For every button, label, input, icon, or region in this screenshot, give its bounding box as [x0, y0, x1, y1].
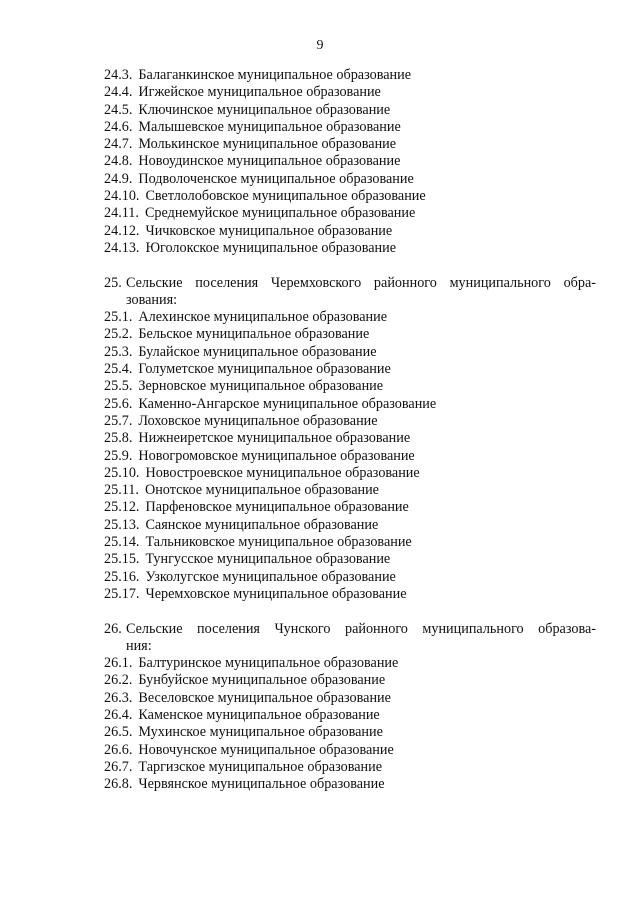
item-number: 24.10.: [104, 188, 140, 205]
list-item: [104, 188, 596, 205]
item-text: Новочунское муниципальное образование: [138, 741, 394, 758]
item-text: Каменское муниципальное образование: [138, 706, 380, 723]
item-text: Среднемуйское муниципальное образование: [144, 205, 416, 222]
paragraph-gap: [104, 257, 596, 274]
item-number: 25.13.: [104, 516, 140, 533]
item-number: 24.11.: [104, 205, 139, 222]
section-title-line-1: Сельские поселения Чунского районного муниципального образова-: [126, 620, 596, 637]
list-item: [104, 707, 596, 724]
list-item: [104, 586, 596, 603]
item-number: 24.9.: [104, 170, 133, 187]
item-number: 26.1.: [104, 655, 133, 672]
section-title-line-2: ния:: [126, 637, 152, 654]
item-text: Каменно-Ангарское муниципальное образование: [138, 395, 437, 412]
item-text: Алехинское муниципальное образование: [138, 309, 387, 326]
list-item: [104, 776, 596, 793]
list-item: [104, 551, 596, 568]
item-text: Червянское муниципальное образование: [138, 776, 385, 793]
list-item: [104, 396, 596, 413]
item-text: Тунгусское муниципальное образование: [145, 551, 391, 568]
list-section-25: [104, 309, 596, 603]
item-number: 25.6.: [104, 395, 133, 412]
item-number: 26.6.: [104, 741, 133, 758]
item-text: Светлолобовское муниципальное образование: [145, 188, 426, 205]
item-number: 24.12.: [104, 222, 140, 239]
list-item: [104, 240, 596, 257]
item-number: 25.15.: [104, 551, 140, 568]
list-item: [104, 67, 596, 84]
section-title-line-2: зования:: [126, 291, 178, 308]
list-item: [104, 153, 596, 170]
list-item: [104, 482, 596, 499]
item-number: 25.12.: [104, 499, 140, 516]
list-item: [104, 517, 596, 534]
list-item: [104, 742, 596, 759]
item-number: 25.2.: [104, 326, 133, 343]
item-text: Булайское муниципальное образование: [138, 343, 377, 360]
item-number: 24.6.: [104, 118, 133, 135]
item-text: Мухинское муниципальное образование: [138, 724, 383, 741]
item-text: Новогромовское муниципальное образование: [138, 447, 415, 464]
list-item: [104, 569, 596, 586]
list-item: [104, 534, 596, 551]
section-number: 25.: [104, 274, 122, 291]
item-text: Тальниковское муниципальное образование: [145, 534, 412, 551]
item-number: 25.17.: [104, 585, 140, 602]
item-number: 25.4.: [104, 361, 133, 378]
list-item: [104, 430, 596, 447]
item-text: Нижнеиретское муниципальное образование: [138, 430, 411, 447]
item-text: Таргизское муниципальное образование: [138, 758, 382, 775]
list-section-24: [104, 67, 596, 257]
paragraph-gap: [104, 603, 596, 620]
list-item: [104, 326, 596, 343]
list-item: [104, 205, 596, 222]
item-number: 24.13.: [104, 239, 140, 256]
list-item: [104, 84, 596, 101]
item-text: Голуметское муниципальное образование: [138, 361, 391, 378]
list-item: [104, 344, 596, 361]
section-heading-26: [104, 621, 596, 656]
item-number: 24.4.: [104, 84, 133, 101]
list-item: [104, 136, 596, 153]
item-number: 25.3.: [104, 343, 133, 360]
item-text: Бельское муниципальное образование: [138, 326, 370, 343]
item-text: Онотское муниципальное образование: [144, 482, 379, 499]
list-item: [104, 361, 596, 378]
list-item: [104, 413, 596, 430]
item-number: 25.8.: [104, 430, 133, 447]
item-text: Ключинское муниципальное образование: [138, 101, 391, 118]
page-number: 9: [316, 38, 324, 53]
list-item: [104, 759, 596, 776]
item-number: 25.10.: [104, 464, 140, 481]
list-item: [104, 171, 596, 188]
list-item: [104, 655, 596, 672]
section-title-line-1: Сельские поселения Черемховского районного муниципального обра-: [126, 274, 596, 291]
item-number: 25.11.: [104, 482, 139, 499]
item-number: 26.8.: [104, 776, 133, 793]
item-text: Лоховское муниципальное образование: [138, 412, 378, 429]
list-item: [104, 448, 596, 465]
item-text: Балаганкинское муниципальное образование: [138, 67, 412, 83]
item-text: Веселовское муниципальное образование: [138, 689, 391, 706]
list-item: [104, 378, 596, 395]
item-text: Игжейское муниципальное образование: [138, 84, 381, 101]
item-number: 26.3.: [104, 689, 133, 706]
list-item: [104, 465, 596, 482]
section-heading-25: [104, 275, 596, 310]
item-number: 25.16.: [104, 568, 140, 585]
item-text: Чичковское муниципальное образование: [145, 222, 393, 239]
list-item: [104, 223, 596, 240]
list-section-26: [104, 655, 596, 793]
list-item: [104, 102, 596, 119]
document-body: [104, 67, 596, 793]
item-number: 26.4.: [104, 706, 133, 723]
item-number: 25.14.: [104, 534, 140, 551]
item-text: Зерновское муниципальное образование: [138, 378, 384, 395]
item-number: 24.7.: [104, 136, 133, 153]
item-text: Парфеновское муниципальное образование: [145, 499, 409, 516]
list-item: [104, 672, 596, 689]
item-text: Новоудинское муниципальное образование: [138, 153, 401, 170]
item-number: 25.1.: [104, 309, 133, 326]
list-item: [104, 119, 596, 136]
item-text: Молькинское муниципальное образование: [138, 136, 397, 153]
list-item: [104, 690, 596, 707]
section-title: [126, 275, 596, 310]
item-number: 24.5.: [104, 101, 133, 118]
item-text: Балтуринское муниципальное образование: [138, 655, 399, 672]
item-number: 24.3.: [104, 67, 133, 83]
item-number: 25.5.: [104, 378, 133, 395]
item-number: 26.5.: [104, 724, 133, 741]
item-text: Новостроевское муниципальное образование: [145, 464, 420, 481]
item-text: Малышевское муниципальное образование: [138, 118, 401, 135]
item-text: Черемховское муниципальное образование: [145, 585, 407, 602]
item-text: Бунбуйское муниципальное образование: [138, 672, 386, 689]
list-item: [104, 309, 596, 326]
item-text: Узколугское муниципальное образование: [145, 568, 396, 585]
list-item: [104, 724, 596, 741]
item-number: 26.2.: [104, 672, 133, 689]
item-text: Юголокское муниципальное образование: [145, 239, 397, 256]
item-number: 24.8.: [104, 153, 133, 170]
section-title: [126, 621, 596, 656]
item-number: 25.9.: [104, 447, 133, 464]
item-text: Подволоченское муниципальное образование: [138, 170, 414, 187]
section-number: 26.: [104, 620, 122, 637]
list-item: [104, 499, 596, 516]
item-text: Саянское муниципальное образование: [145, 516, 379, 533]
item-number: 26.7.: [104, 758, 133, 775]
item-number: 25.7.: [104, 412, 133, 429]
